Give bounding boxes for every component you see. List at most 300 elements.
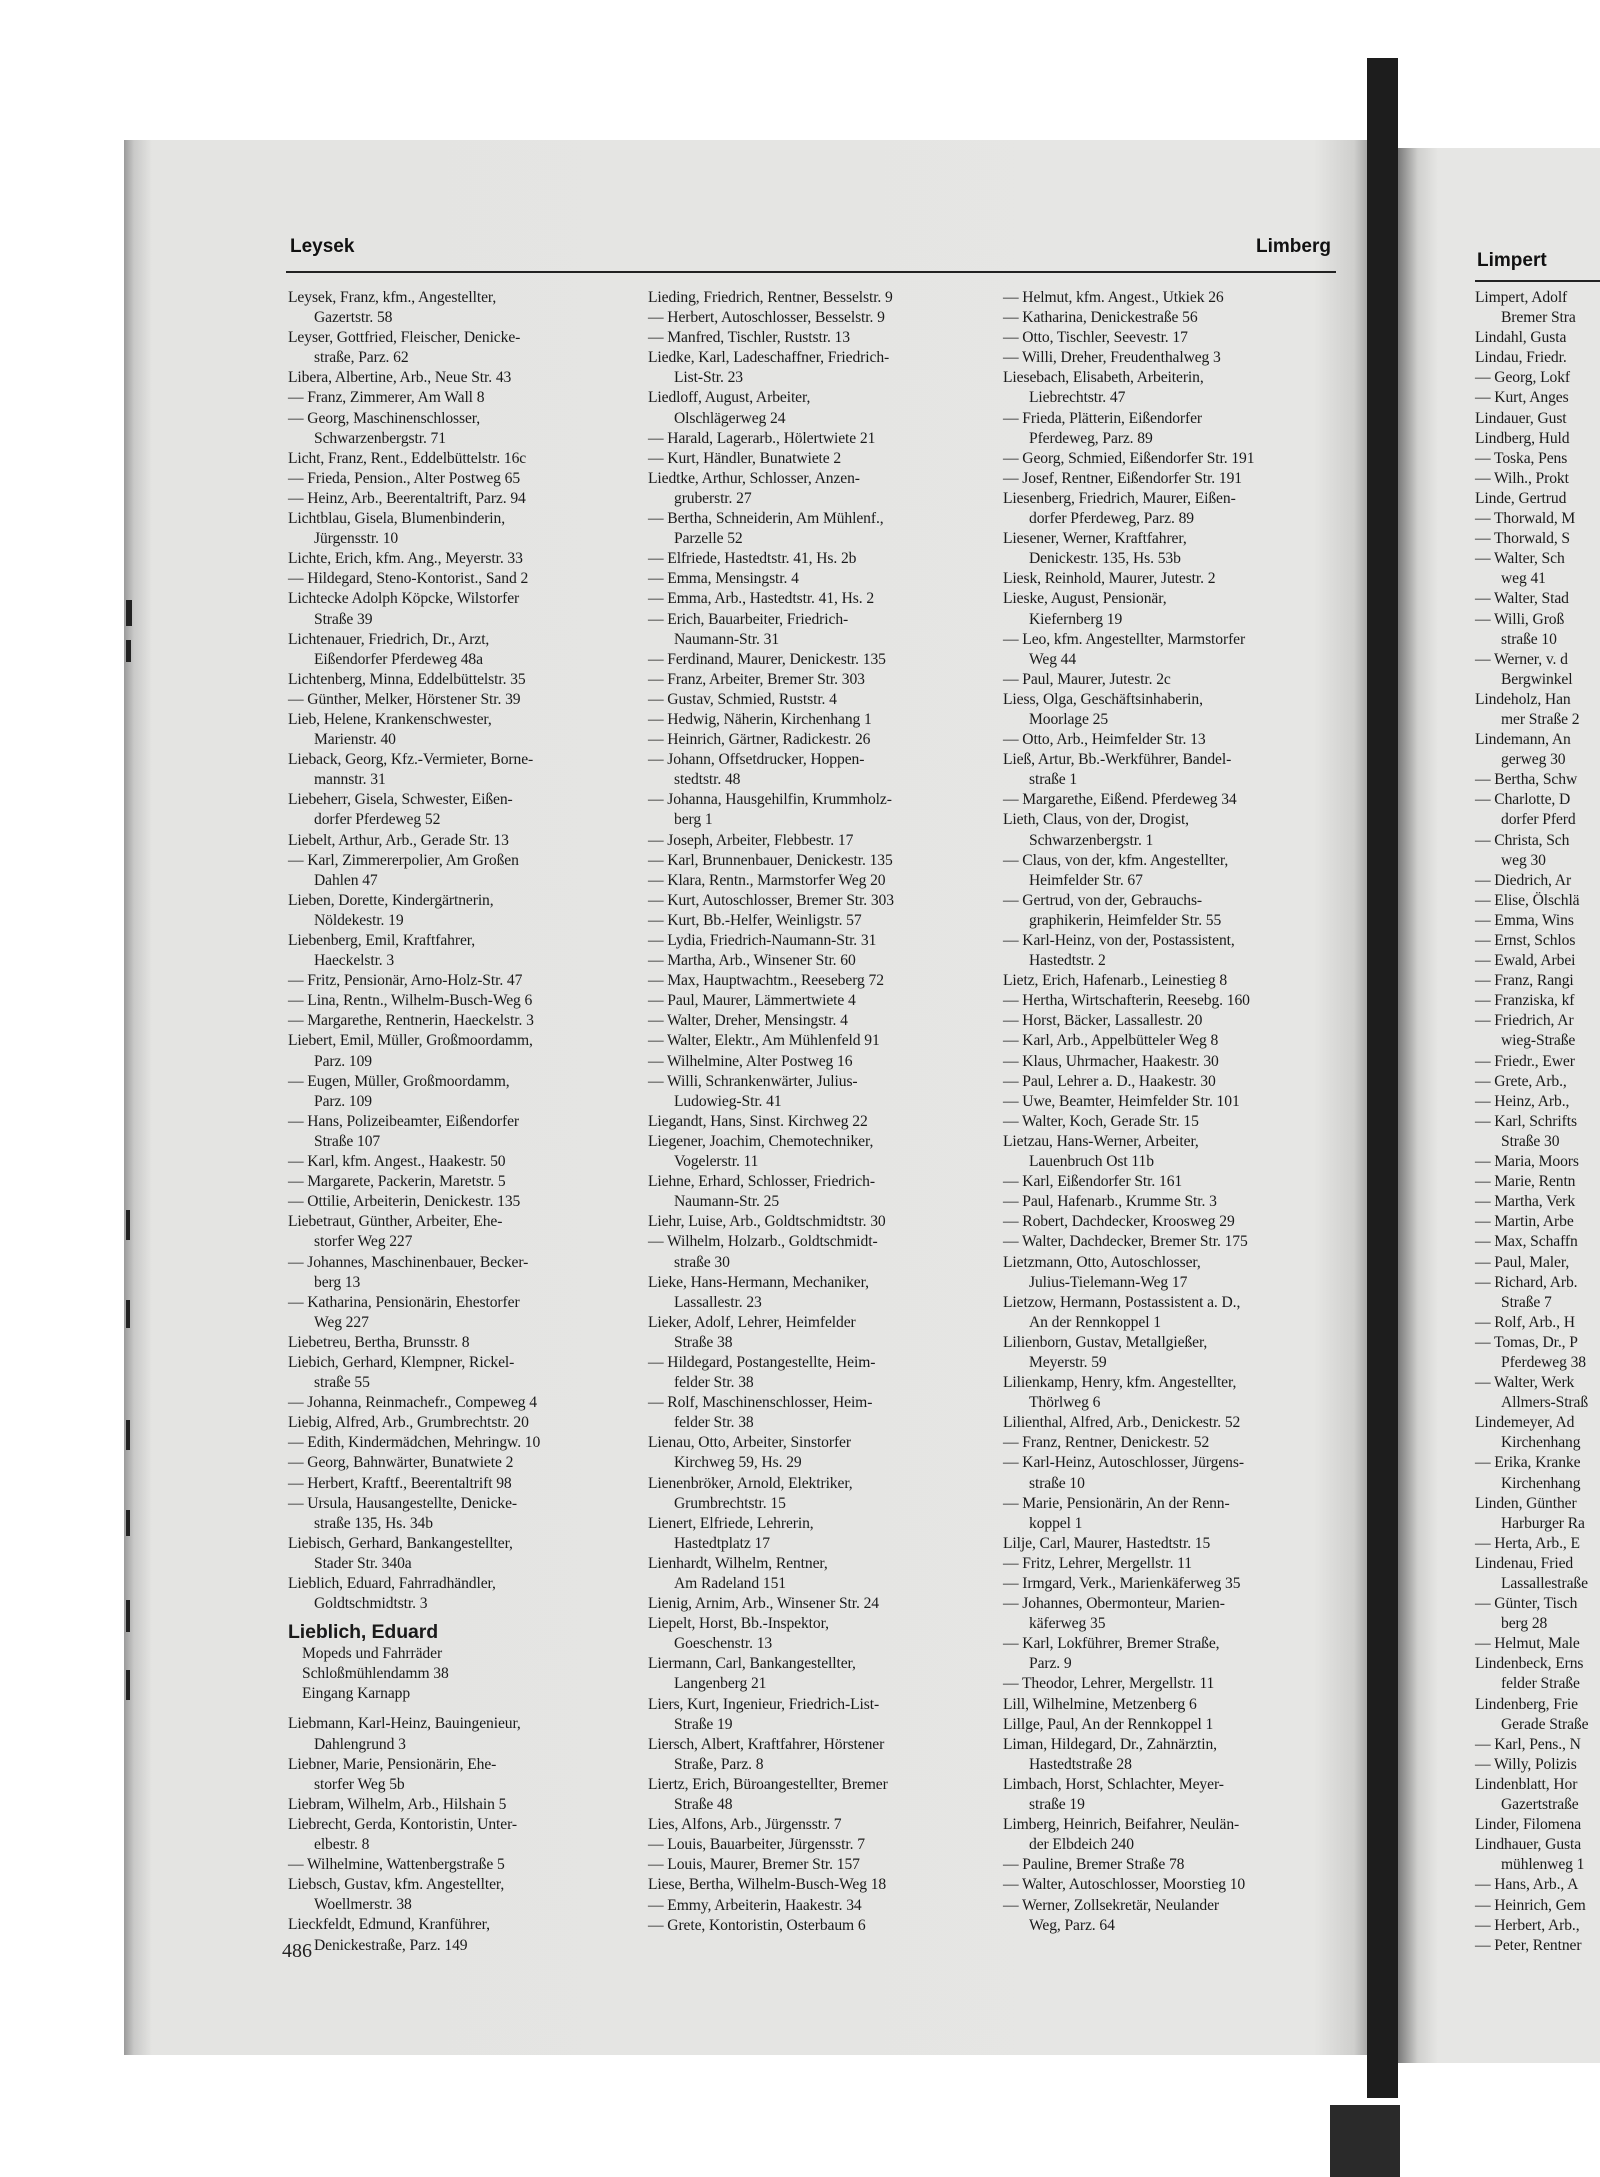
directory-entry: [1475, 1735, 1600, 1755]
directory-entry: [288, 851, 588, 891]
directory-entry: [1475, 328, 1600, 348]
directory-entry: [1475, 690, 1600, 730]
entry-continuation: Moorlage 25: [1029, 710, 1109, 728]
entry-line: — Erich, Bauarbeiter, Friedrich-: [648, 610, 849, 628]
entry-continuation: Nöldekestr. 19: [314, 911, 404, 929]
directory-entry: [648, 1855, 983, 1875]
entry-continuation: Thörlweg 6: [1029, 1394, 1101, 1412]
entry-line: — Max, Hauptwachtm., Reeseberg 72: [648, 972, 884, 990]
entry-continuation: Olschlägerweg 24: [674, 409, 786, 427]
entry-list: [288, 1714, 588, 1955]
entry-continuation: straße 135, Hs. 34b: [314, 1514, 433, 1532]
entry-line: Lieding, Friedrich, Rentner, Besselstr. 9: [648, 289, 893, 306]
entry-line: Liedloff, August, Arbeiter,: [648, 389, 811, 407]
entry-continuation: berg 28: [1501, 1615, 1548, 1633]
directory-entry: [1003, 1735, 1338, 1775]
directory-entry: [288, 1875, 588, 1915]
entry-list: [1003, 288, 1338, 1936]
entry-line: — Marie, Rentn: [1475, 1173, 1576, 1191]
scan-edge-mark: [126, 1420, 130, 1450]
directory-entry: [288, 1795, 588, 1815]
directory-entry: [648, 509, 983, 549]
entry-line: — Martha, Arb., Winsener Str. 60: [648, 952, 856, 970]
directory-entry: [1475, 1835, 1600, 1875]
entry-line: — Wilh., Prokt: [1475, 469, 1569, 487]
directory-entry: [1003, 368, 1338, 408]
entry-line: — Günther, Melker, Hörstener Str. 39: [288, 690, 521, 708]
directory-entry: [288, 670, 588, 690]
entry-line: Liebenberg, Emil, Kraftfahrer,: [288, 932, 476, 949]
entry-continuation: Weg, Parz. 64: [1029, 1916, 1115, 1934]
directory-entry: [648, 549, 983, 569]
directory-entry: [1475, 1634, 1600, 1654]
directory-entry: [1475, 911, 1600, 931]
entry-continuation: weg 30: [1501, 851, 1546, 869]
directory-entry: [1003, 1253, 1338, 1293]
directory-entry: [648, 790, 983, 830]
entry-line: — Walter, Sch: [1475, 550, 1565, 568]
entry-line: Ließ, Artur, Bb.-Werkführer, Bandel-: [1003, 751, 1232, 769]
entry-continuation: Kirchenhang: [1501, 1434, 1581, 1452]
entry-line: Liegandt, Hans, Sinst. Kirchweg 22: [648, 1112, 868, 1130]
entry-line: — Willi, Schrankenwärter, Julius-: [648, 1072, 858, 1090]
directory-entry: [1003, 1715, 1338, 1735]
entry-line: — Friedrich, Ar: [1475, 1012, 1574, 1030]
directory-entry: [288, 1714, 588, 1754]
entry-line: — Hans, Arb., A: [1475, 1876, 1579, 1894]
directory-entry: [648, 1273, 983, 1313]
directory-entry: [288, 1855, 588, 1875]
entry-line: — Peter, Rentner: [1475, 1936, 1582, 1954]
entry-continuation: Schwarzenbergstr. 71: [314, 429, 446, 447]
entry-line: — Bertha, Schw: [1475, 771, 1578, 789]
entry-continuation: Naumann-Str. 25: [674, 1193, 780, 1211]
directory-entry: [1003, 1534, 1338, 1554]
entry-continuation: Parzelle 52: [674, 530, 743, 548]
scan-edge-mark: [126, 640, 131, 662]
entry-line: Lindhauer, Gusta: [1475, 1836, 1582, 1854]
entry-line: Liebetreu, Bertha, Brunsstr. 8: [288, 1333, 470, 1351]
directory-entry: [1475, 1112, 1600, 1152]
directory-entry: [648, 1594, 983, 1614]
directory-entry: [1003, 529, 1338, 569]
entry-line: Lieckfeldt, Edmund, Kranführer,: [288, 1916, 490, 1934]
directory-entry: [1475, 489, 1600, 509]
entry-line: Liertz, Erich, Büroangestellter, Bremer: [648, 1775, 888, 1793]
directory-entry: [1475, 1453, 1600, 1493]
entry-line: — Walter, Werk: [1475, 1374, 1575, 1392]
entry-line: — Karl, Zimmererpolier, Am Großen: [288, 851, 519, 869]
directory-entry: [648, 288, 983, 308]
entry-continuation: Harburger Ra: [1501, 1514, 1585, 1532]
entry-continuation: Denickestraße, Parz. 149: [314, 1936, 468, 1954]
directory-entry: [1003, 1293, 1338, 1333]
entry-line: Lindenbeck, Erns: [1475, 1655, 1584, 1673]
entry-line: — Tomas, Dr., P: [1475, 1333, 1578, 1351]
directory-entry: [648, 1112, 983, 1132]
entry-continuation: mer Straße 2: [1501, 710, 1580, 728]
entry-line: — Franz, Arbeiter, Bremer Str. 303: [648, 670, 865, 688]
directory-entry: [648, 569, 983, 589]
directory-entry: [1003, 1333, 1338, 1373]
directory-entry: [1003, 670, 1338, 690]
column-1: [288, 288, 588, 1956]
entry-line: — Margarethe, Rentnerin, Haeckelstr. 3: [288, 1012, 534, 1030]
entry-line: Liebisch, Gerhard, Bankangestellter,: [288, 1534, 513, 1552]
entry-continuation: Lassallestr. 23: [674, 1293, 762, 1311]
entry-line: — Emma, Wins: [1475, 911, 1574, 929]
directory-entry: [1475, 1916, 1600, 1936]
entry-continuation: gruberstr. 27: [674, 489, 752, 507]
directory-entry: [648, 610, 983, 650]
entry-continuation: Lassallestraße: [1501, 1575, 1588, 1592]
entry-line: — Ewald, Arbei: [1475, 952, 1576, 970]
entry-line: — Wilhelmine, Wattenbergstraße 5: [288, 1856, 505, 1874]
directory-entry: [1003, 1433, 1338, 1453]
directory-entry: [1003, 1011, 1338, 1031]
entry-line: — Karl, kfm. Angest., Haakestr. 50: [288, 1153, 506, 1171]
entry-line: — Fritz, Pensionär, Arno-Holz-Str. 47: [288, 972, 523, 990]
entry-line: Lindahl, Gusta: [1475, 329, 1567, 347]
directory-entry: [648, 1052, 983, 1072]
entry-continuation: Julius-Tielemann-Weg 17: [1029, 1273, 1188, 1291]
entry-line: — Walter, Dachdecker, Bremer Str. 175: [1003, 1233, 1248, 1251]
entry-line: Leyser, Gottfried, Fleischer, Denicke-: [288, 329, 521, 347]
column-next-page-cropped: [1475, 288, 1600, 1956]
entry-line: — Katharina, Denickestraße 56: [1003, 309, 1198, 327]
entry-line: — Uwe, Beamter, Heimfelder Str. 101: [1003, 1092, 1240, 1110]
entry-continuation: Vogelerstr. 11: [674, 1153, 759, 1171]
directory-entry: [648, 1695, 983, 1735]
directory-entry: [1475, 1373, 1600, 1413]
entry-line: — Willy, Polizis: [1475, 1755, 1577, 1773]
directory-entry: [1003, 1092, 1338, 1112]
entry-continuation: Liebrechtstr. 47: [1029, 389, 1126, 407]
entry-continuation: Gazertstr. 58: [314, 309, 393, 327]
directory-entry: [648, 670, 983, 690]
directory-entry: [1003, 1052, 1338, 1072]
directory-entry: [1003, 328, 1338, 348]
entry-line: — Manfred, Tischler, Ruststr. 13: [648, 329, 850, 347]
entry-line: Liehr, Luise, Arb., Goldtschmidtstr. 30: [648, 1213, 886, 1231]
entry-line: Liedke, Karl, Ladeschaffner, Friedrich-: [648, 349, 890, 367]
entry-line: — Hedwig, Näherin, Kirchenhang 1: [648, 710, 872, 728]
entry-continuation: Lauenbruch Ost 11b: [1029, 1153, 1154, 1171]
directory-entry: [648, 1474, 983, 1514]
entry-continuation: Straße, Parz. 8: [674, 1755, 764, 1773]
entry-line: Lindberg, Huld: [1475, 429, 1570, 447]
entry-line: — Frieda, Plätterin, Eißendorfer: [1003, 409, 1203, 427]
entry-continuation: Weg 227: [314, 1313, 369, 1331]
entry-line: — Martin, Arbe: [1475, 1213, 1574, 1231]
directory-entry: [1475, 469, 1600, 489]
directory-entry: [1475, 1011, 1600, 1051]
entry-line: — Thorwald, M: [1475, 510, 1576, 528]
directory-entry: [288, 388, 588, 408]
entry-line: — Günter, Tisch: [1475, 1595, 1578, 1613]
entry-line: — Hildegard, Steno-Kontorist., Sand 2: [288, 570, 529, 588]
entry-line: Linde, Gertrud: [1475, 489, 1567, 507]
directory-entry: [1475, 1152, 1600, 1172]
entry-line: — Otto, Arb., Heimfelder Str. 13: [1003, 731, 1206, 749]
directory-entry: [648, 1554, 983, 1594]
entry-line: Leysek, Franz, kfm., Angestellter,: [288, 289, 497, 306]
directory-entry: [288, 790, 588, 830]
directory-entry: [648, 1393, 983, 1433]
entry-line: — Louis, Maurer, Bremer Str. 157: [648, 1856, 860, 1874]
entry-line: Liesenberg, Friedrich, Maurer, Eißen-: [1003, 489, 1236, 507]
entry-continuation: straße 30: [674, 1253, 730, 1271]
entry-continuation: Hastedtplatz 17: [674, 1534, 770, 1552]
page-number: 486: [282, 1940, 312, 1962]
entry-line: — Walter, Stad: [1475, 590, 1569, 608]
entry-continuation: Langenberg 21: [674, 1675, 767, 1693]
directory-entry: [1003, 1112, 1338, 1132]
directory-entry: [288, 288, 588, 328]
entry-line: Liese, Bertha, Wilhelm-Busch-Weg 18: [648, 1876, 887, 1894]
directory-entry: [288, 1433, 588, 1453]
entry-continuation: gerweg 30: [1501, 751, 1566, 769]
entry-line: Liebelt, Arthur, Arb., Gerade Str. 13: [288, 831, 509, 849]
entry-line: Liehne, Erhard, Schlosser, Friedrich-: [648, 1173, 875, 1191]
entry-line: Lieker, Adolf, Lehrer, Heimfelder: [648, 1313, 856, 1331]
entry-line: Liebmann, Karl-Heinz, Bauingenieur,: [288, 1715, 521, 1733]
entry-line: — Marie, Pensionärin, An der Renn-: [1003, 1494, 1230, 1512]
entry-line: Limbach, Horst, Schlachter, Meyer-: [1003, 1775, 1224, 1793]
directory-entry: [1475, 931, 1600, 951]
entry-line: — Emma, Arb., Hastedtstr. 41, Hs. 2: [648, 590, 875, 608]
entry-line: Lienhardt, Wilhelm, Rentner,: [648, 1554, 828, 1572]
entry-line: — Karl-Heinz, von der, Postassistent,: [1003, 932, 1235, 949]
entry-line: — Hans, Polizeibeamter, Eißendorfer: [288, 1112, 520, 1130]
directory-entry: [288, 1011, 588, 1031]
entry-line: — Georg, Schmied, Eißendorfer Str. 191: [1003, 449, 1255, 467]
directory-entry: [1003, 1695, 1338, 1715]
entry-continuation: An der Rennkoppel 1: [1029, 1313, 1161, 1331]
directory-entry: [1003, 1634, 1338, 1674]
directory-entry: [1003, 1192, 1338, 1212]
entry-line: — Franz, Rentner, Denickestr. 52: [1003, 1434, 1210, 1452]
book-spine: [1367, 58, 1398, 2098]
directory-entry: [648, 650, 983, 670]
directory-entry: [288, 1534, 588, 1574]
directory-entry: [288, 1393, 588, 1413]
directory-entry: [288, 589, 588, 629]
entry-line: — Josef, Rentner, Eißendorfer Str. 191: [1003, 469, 1242, 487]
directory-entry: [1475, 1072, 1600, 1092]
entry-line: Liebsch, Gustav, kfm. Angestellter,: [288, 1876, 505, 1894]
entry-line: — Otto, Tischler, Seevestr. 17: [1003, 329, 1188, 347]
entry-line: — Herbert, Kraftf., Beerentaltrift 98: [288, 1474, 512, 1492]
entry-continuation: koppel 1: [1029, 1514, 1083, 1532]
entry-line: Licht, Franz, Rent., Eddelbüttelstr. 16c: [288, 449, 527, 467]
directory-entry: [1475, 610, 1600, 650]
entry-line: Liebram, Wilhelm, Arb., Hilshain 5: [288, 1795, 507, 1813]
directory-entry: [288, 710, 588, 750]
entry-line: Lindeholz, Han: [1475, 690, 1571, 708]
entry-continuation: storfer Weg 227: [314, 1233, 413, 1251]
directory-entry: [288, 1212, 588, 1252]
directory-entry: [288, 449, 588, 469]
directory-entry: [288, 1112, 588, 1152]
entry-line: — Georg, Maschinenschlosser,: [288, 409, 481, 427]
directory-entry: [648, 1031, 983, 1051]
entry-continuation: Woellmerstr. 38: [314, 1896, 412, 1914]
entry-line: Lindenberg, Frie: [1475, 1695, 1578, 1713]
entry-continuation: wieg-Straße: [1501, 1032, 1576, 1050]
directory-entry: [288, 1494, 588, 1534]
entry-line: — Claus, von der, kfm. Angestellter,: [1003, 851, 1229, 869]
entry-continuation: Kirchenhang: [1501, 1474, 1581, 1492]
entry-continuation: dorfer Pferd: [1501, 811, 1576, 829]
directory-entry: [1475, 1554, 1600, 1594]
directory-entry: [288, 971, 588, 991]
directory-entry: [1475, 449, 1600, 469]
entry-line: — Paul, Lehrer a. D., Haakestr. 30: [1003, 1072, 1216, 1090]
entry-line: Liers, Kurt, Ingenieur, Friedrich-List-: [648, 1695, 880, 1713]
directory-entry: [648, 871, 983, 891]
directory-entry: [1003, 991, 1338, 1011]
directory-entry: [648, 730, 983, 750]
entry-line: Lienert, Elfriede, Lehrerin,: [648, 1514, 814, 1532]
entry-line: Limpert, Adolf: [1475, 289, 1568, 306]
directory-entry: [1475, 1755, 1600, 1775]
entry-line: — Bertha, Schneiderin, Am Mühlenf.,: [648, 510, 884, 528]
entry-continuation: Parz. 109: [314, 1092, 372, 1110]
entry-line: — Grete, Kontoristin, Osterbaum 6: [648, 1916, 866, 1934]
column-2: [648, 288, 983, 1936]
entry-line: — Heinrich, Gärtner, Radickestr. 26: [648, 731, 871, 749]
entry-line: — Franz, Zimmerer, Am Wall 8: [288, 389, 485, 407]
entry-continuation: storfer Weg 5b: [314, 1775, 405, 1793]
directory-entry: [648, 449, 983, 469]
entry-line: — Heinz, Arb.,: [1475, 1092, 1570, 1110]
directory-entry: [1003, 1815, 1338, 1855]
entry-continuation: stedtstr. 48: [674, 771, 741, 789]
entry-line: — Max, Schaffn: [1475, 1233, 1578, 1251]
entry-continuation: Straße 38: [674, 1333, 733, 1351]
directory-entry: [648, 1232, 983, 1272]
running-header-left: Leysek: [290, 236, 355, 257]
directory-entry: [1475, 891, 1600, 911]
entry-continuation: List-Str. 23: [674, 369, 743, 387]
entry-continuation: Dahlengrund 3: [314, 1735, 406, 1753]
entry-line: — Klaus, Uhrmacher, Haakestr. 30: [1003, 1052, 1219, 1070]
entry-line: Liess, Olga, Geschäftsinhaberin,: [1003, 690, 1203, 708]
directory-entry: [648, 1172, 983, 1212]
directory-entry: [1003, 1855, 1338, 1875]
directory-entry: [1003, 409, 1338, 449]
directory-entry: [1475, 1815, 1600, 1835]
directory-entry: [1003, 810, 1338, 850]
directory-entry: [288, 569, 588, 589]
entry-line: Lietzau, Hans-Werner, Arbeiter,: [1003, 1132, 1199, 1150]
entry-line: Lieblich, Eduard, Fahrradhändler,: [288, 1575, 496, 1592]
entry-continuation: straße 1: [1029, 771, 1078, 789]
directory-entry: [648, 1875, 983, 1895]
entry-line: — Heinz, Arb., Beerentaltrift, Parz. 94: [288, 489, 526, 507]
entry-line: Lieb, Helene, Krankenschwester,: [288, 710, 492, 728]
entry-line: — Johanna, Reinmachefr., Compeweg 4: [288, 1394, 537, 1412]
entry-continuation: berg 1: [674, 811, 713, 829]
directory-entry: [1475, 1494, 1600, 1534]
directory-entry: [1003, 730, 1338, 750]
directory-entry: [1475, 529, 1600, 549]
entry-line: Liegener, Joachim, Chemotechniker,: [648, 1132, 874, 1150]
directory-entry: [648, 851, 983, 871]
entry-line: — Christa, Sch: [1475, 831, 1570, 849]
entry-line: Lichte, Erich, kfm. Ang., Meyerstr. 33: [288, 550, 523, 568]
entry-continuation: Hastedtstr. 2: [1029, 952, 1106, 970]
directory-entry: [288, 630, 588, 670]
directory-entry: [288, 1915, 588, 1955]
entry-line: — Kurt, Bb.-Helfer, Weinligstr. 57: [648, 911, 862, 929]
directory-entry: [1475, 1654, 1600, 1694]
directory-entry: [1475, 1875, 1600, 1895]
directory-entry: [1003, 1875, 1338, 1895]
directory-entry: [1003, 589, 1338, 629]
directory-entry: [1003, 1072, 1338, 1092]
directory-entry: [288, 1353, 588, 1393]
entry-continuation: straße 10: [1501, 630, 1557, 648]
directory-entry: [288, 1333, 588, 1353]
entry-line: — Johannes, Maschinenbauer, Becker-: [288, 1253, 529, 1271]
directory-entry: [648, 1896, 983, 1916]
entry-line: — Toska, Pens: [1475, 449, 1568, 467]
entry-line: Liebrecht, Gerda, Kontoristin, Unter-: [288, 1815, 517, 1833]
directory-entry: [1003, 288, 1338, 308]
directory-entry: [1475, 1333, 1600, 1373]
directory-entry: [1475, 1092, 1600, 1112]
directory-entry: [1475, 288, 1600, 328]
entry-line: Liedtke, Arthur, Schlosser, Anzen-: [648, 469, 860, 487]
entry-continuation: felder Str. 38: [674, 1374, 754, 1392]
entry-continuation: straße 55: [314, 1374, 370, 1392]
entry-line: — Margarete, Packerin, Maretstr. 5: [288, 1173, 506, 1191]
directory-entry: [1475, 730, 1600, 770]
entry-line: Lillge, Paul, An der Rennkoppel 1: [1003, 1715, 1214, 1733]
directory-entry: [648, 1835, 983, 1855]
directory-entry: [1475, 790, 1600, 830]
entry-continuation: käferweg 35: [1029, 1615, 1106, 1633]
entry-line: — Diedrich, Ar: [1475, 871, 1572, 889]
entry-line: — Walter, Autoschlosser, Moorstieg 10: [1003, 1876, 1246, 1894]
entry-line: — Louis, Bauarbeiter, Jürgensstr. 7: [648, 1836, 865, 1854]
entry-continuation: Straße 19: [674, 1715, 733, 1733]
directory-entry: [648, 1654, 983, 1694]
entry-continuation: Bremer Stra: [1501, 309, 1576, 327]
entry-continuation: graphikerin, Heimfelder Str. 55: [1029, 911, 1222, 929]
entry-line: Lilienborn, Gustav, Metallgießer,: [1003, 1333, 1208, 1351]
directory-entry: [1003, 1896, 1338, 1936]
directory-entry: [648, 429, 983, 449]
directory-entry: [1475, 409, 1600, 429]
directory-entry: [648, 690, 983, 710]
entry-line: — Johann, Offsetdrucker, Hoppen-: [648, 751, 865, 769]
directory-entry: [288, 409, 588, 449]
entry-line: — Wilhelmine, Alter Postweg 16: [648, 1052, 853, 1070]
entry-line: — Georg, Lokf: [1475, 369, 1570, 387]
entry-continuation: Meyerstr. 59: [1029, 1353, 1107, 1371]
directory-entry: [1475, 650, 1600, 690]
directory-entry: [1475, 1695, 1600, 1735]
directory-entry: [1003, 1373, 1338, 1413]
directory-entry: [288, 1755, 588, 1795]
advertisement: [288, 1620, 588, 1704]
entry-line: — Helmut, kfm. Angest., Utkiek 26: [1003, 289, 1224, 306]
entry-continuation: berg 13: [314, 1273, 361, 1291]
directory-entry: [1003, 790, 1338, 810]
